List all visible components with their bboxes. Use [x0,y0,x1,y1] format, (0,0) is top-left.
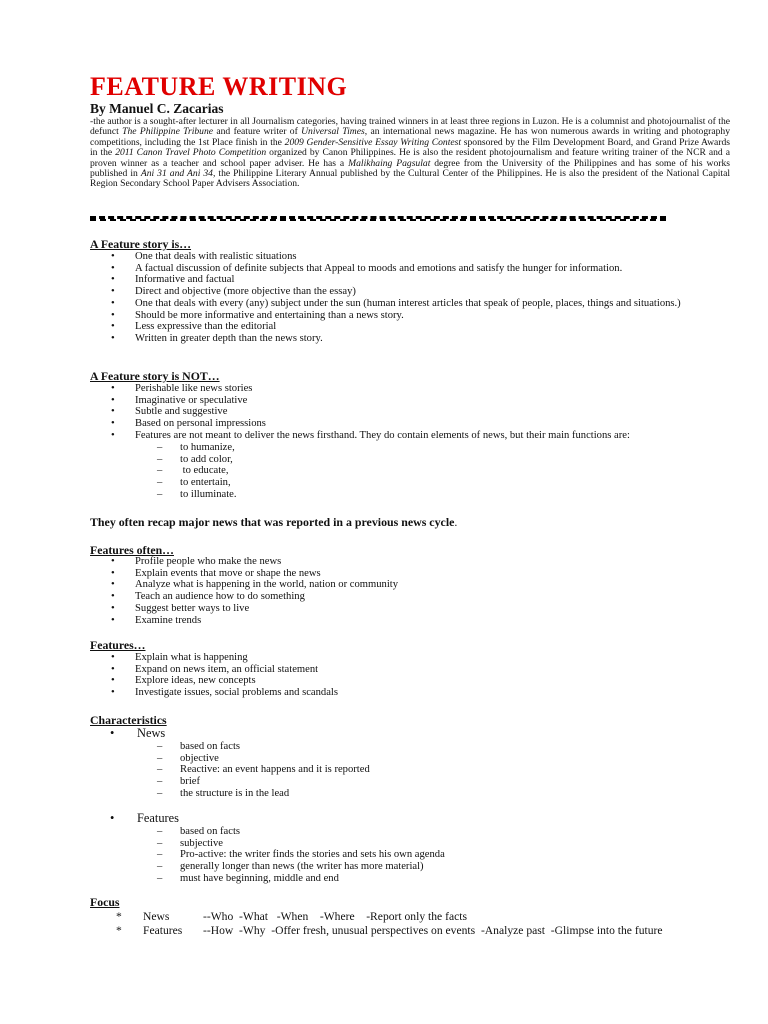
list-news-characteristics [90,741,700,800]
list-item: • Investigate issues, social problems and scandals [90,687,730,699]
sub-list-item: – to humanize, [90,442,700,454]
list-features-characteristics [90,826,700,885]
author-byline: By Manuel C. Zacarias [90,101,224,116]
list-feature-is-not [90,383,730,442]
bio-italic: Ani 31 and Ani 34, [140,168,216,180]
dashed-divider [90,216,666,221]
bio-italic: 2011 Canon Travel Photo Competition [115,147,267,159]
list-item: • Direct and objective (more objective than the essay) [90,286,730,298]
list-item: • Profile people who make the news [90,556,730,568]
list-item: • Examine trends [90,615,730,627]
focus-label: News [143,910,170,923]
bio-italic: The Philippine Tribune [122,126,214,138]
list-item: • A factual discussion of definite subjects that Appeal to moods and emotions and satisfy the hunger for information. [90,263,730,275]
list-features-often [90,556,730,626]
list-item: • One that deals with realistic situations [90,251,730,263]
focus-label: Features [143,924,183,937]
list-item: • Written in greater depth than the news story. [90,333,730,345]
bio-text: organized by Canon Philippines. He is also the resident photojournalism and feature writing trainer of the NCR and a proven winner as a teacher and school paper adviser. He has a [90,147,730,169]
bio-text: degree from the University of the Philippines and has some of his works published in [90,157,730,180]
list-item: • Features are not meant to deliver the news firsthand. They do contain elements of news, but their main functions are: [90,430,730,442]
section-heading-characteristics: Characteristics [90,713,167,727]
features-label: Features [137,811,179,825]
bio-italic: Malikhaing Pagsulat [348,157,431,169]
sub-list-item: – to illuminate. [90,489,700,501]
asterisk-bullet: * [116,910,122,923]
bio-text: sponsored by the Film Development Board, and Grand Prize Awards in the [90,136,731,159]
sub-list-item: – based on facts [90,826,700,838]
list-item: • Suggest better ways to live [90,603,730,615]
recap-text: They often recap major news that was reported in a previous news cycle [90,515,455,529]
bio-italic: Universal Times [301,126,365,138]
list-item: • Explain what is happening [90,652,730,664]
focus-row-features [116,924,663,937]
news-label: News [137,726,166,740]
list-item: • Should be more informative and entertaining than a news story. [90,310,730,322]
list-item: • Informative and factual [90,274,730,286]
sub-list-item: – Pro-active: the writer finds the stories and sets his own agenda [90,849,700,861]
list-item: • Analyze what is happening in the world, nation or community [90,579,730,591]
list-item: • Explain events that move or shape the news [90,568,730,580]
sub-list-item: – based on facts [90,741,700,753]
focus-text: --Who -What -When -Where -Report only the facts [203,910,467,923]
list-features [90,652,730,699]
document-title: FEATURE WRITING [90,72,348,101]
characteristics-features-label [110,811,179,826]
list-main-functions [90,442,700,501]
author-bio [90,117,730,190]
sub-list-item: – brief [90,776,700,788]
sub-list-item: – subjective [90,838,700,850]
bio-italic: 2009 Gender-Sensitive Essay Writing Contest [284,136,462,148]
bio-text: the Philippine Literary Annual published by the Cultural Center of the Philippines. He is also the president of the National Capital Region Secondary School Paper Advisers Association. [90,168,730,190]
section-heading-is-not: A Feature story is NOT… [90,369,220,383]
sub-list-item: – to entertain, [90,477,700,489]
list-item: • Teach an audience how to do something [90,591,730,603]
list-item: • Expand on news item, an official statement [90,664,730,676]
list-item: • Based on personal impressions [90,418,730,430]
sub-list-item: – to add color, [90,454,700,466]
sub-list-item: – generally longer than news (the writer has more material) [90,861,700,873]
list-item: • Perishable like news stories [90,383,730,395]
focus-row-news [116,910,467,923]
list-item: • Subtle and suggestive [90,406,730,418]
focus-text: --How -Why -Offer fresh, unusual perspectives on events -Analyze past -Glimpse into the future [203,924,663,937]
list-item: • Imaginative or speculative [90,395,730,407]
bio-text: , an international news magazine. He has won numerous awards in writing and photography competitions, including the 1st Place finish in the [90,126,730,148]
section-heading-focus: Focus [90,895,120,909]
section-heading-is: A Feature story is… [90,237,192,251]
sub-list-item: – Reactive: an event happens and it is reported [90,764,700,776]
section-heading-often: Features often… [90,543,174,557]
sub-list-item: – the structure is in the lead [90,788,700,800]
section-heading-features: Features… [90,638,146,652]
list-item: • One that deals with every (any) subject under the sun (human interest articles that speak of people, places, things and situations.) [90,298,730,310]
recap-statement [90,515,457,530]
sub-list-item: – objective [90,753,700,765]
asterisk-bullet: * [116,924,122,937]
list-item: • Explore ideas, new concepts [90,675,730,687]
characteristics-news-label [110,726,165,741]
sub-list-item: – must have beginning, middle and end [90,873,700,885]
list-item: • Less expressive than the editorial [90,321,730,333]
recap-period: . [454,515,458,529]
bio-text: and feature writer of [213,126,302,138]
bio-text: -the author is a sought-after lecturer in all Journalism categories, having trained winners in at least three regions in Luzon. He is a columnist and photojournalist of the defunct [90,116,730,138]
list-feature-is [90,251,730,345]
sub-list-item: – to educate, [90,465,700,477]
